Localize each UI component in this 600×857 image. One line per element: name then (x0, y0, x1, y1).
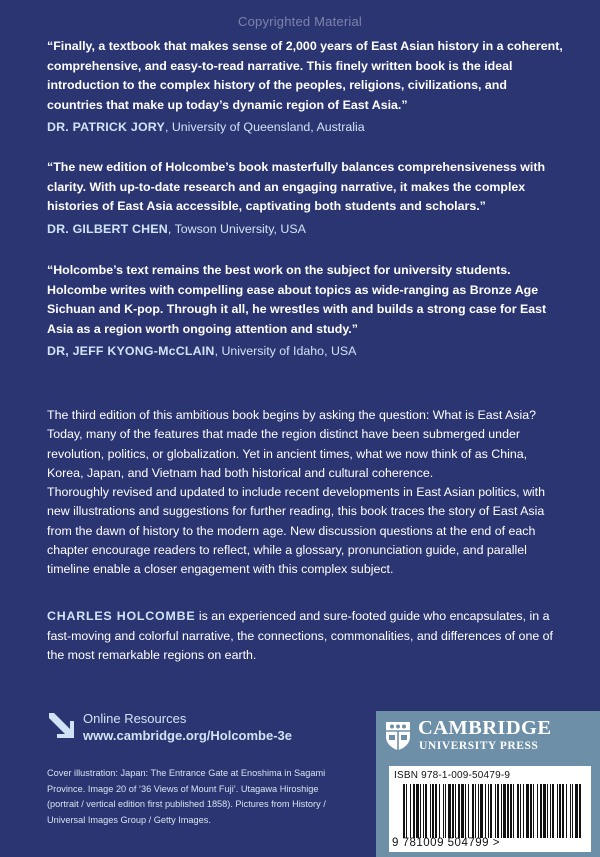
barcode-bar (547, 784, 548, 838)
barcode-bar (579, 784, 581, 838)
barcode (389, 766, 591, 852)
author-bio-text: is an experienced and sure-footed guide who encapsulates, in a fast-moving and colorful narrative, the connections, commonalities, and differences of one of the most remarkable regions on earth. (47, 609, 554, 662)
barcode-bar (416, 784, 419, 838)
barcode-number: 9 781009 504799 > (392, 837, 500, 849)
barcode-bar (517, 784, 519, 838)
description-paragraph: Thoroughly revised and updated to include recent developments in East Asian politics, with new illustrations and suggestions for further reading, this book traces the story of East Asia from the dawn of history to the modern age. New discussion questions at the end of each chapter encourage readers to reflect, while a glossary, pronunciation guide, and parallel timeline enable a closer engagement with this complex subject. (47, 485, 545, 577)
barcode-bar (550, 784, 551, 838)
description-paragraph: The third edition of this ambitious book begins by asking the question: What is East Asia? Today, many of the features that made the region distinct have been submerged under revolution, politics, or globalization. Yet in ancient times, what we now think of as China, Korea, Japan, and Vietnam had both historical and cultural coherence. (47, 408, 537, 480)
barcode-bar (523, 784, 524, 838)
barcode-bar (423, 784, 424, 838)
endorsement-quote (47, 158, 563, 239)
barcode-bar (526, 784, 529, 838)
barcode-bar (425, 784, 427, 838)
barcode-bar (472, 784, 474, 838)
barcode-bar (406, 784, 407, 838)
endorser-name: DR, JEFF KYONG-McCLAIN (47, 344, 215, 358)
barcode-bar (458, 784, 460, 838)
barcode-bar (575, 784, 578, 838)
barcode-bar (488, 784, 489, 838)
barcode-bar (452, 784, 454, 838)
quote-attribution (47, 342, 563, 361)
arrow-icon (46, 710, 76, 740)
barcode-bar (497, 784, 499, 838)
barcode-bar (566, 784, 567, 838)
barcode-bar (533, 784, 534, 838)
barcode-bar (480, 784, 483, 838)
barcode-bar (468, 784, 469, 838)
endorser-affiliation: , University of Idaho, USA (214, 344, 357, 358)
barcode-bar (448, 784, 451, 838)
quote-text: “Holcombe’s text remains the best work on the subject for university students. Holcombe writes with compelling ease about topics as wide-ranging as Bronze Age Sichuan and K-pop. Through it all, he wrestles with and builds a strong case for East Asia as a region worth ongoing attention and study.” (47, 263, 547, 336)
barcode-bar (572, 784, 573, 838)
barcode-bar (552, 784, 554, 838)
barcode-bar (562, 784, 564, 838)
publisher-subname: UNIVERSITY PRESS (419, 739, 539, 752)
barcode-bar (432, 784, 434, 838)
book-description (47, 406, 563, 580)
online-resources-label: Online Resources (83, 711, 187, 726)
endorsement-quote (47, 37, 563, 137)
barcode-bar (557, 784, 558, 838)
online-resources-link[interactable]: www.cambridge.org/Holcombe-3e (83, 728, 293, 743)
barcode-bars (403, 784, 581, 838)
barcode-bar (520, 784, 521, 838)
barcode-bar (559, 784, 561, 838)
endorser-name: DR. PATRICK JORY (47, 120, 165, 134)
barcode-bar (439, 784, 440, 838)
barcode-bar (455, 784, 456, 838)
barcode-bar (413, 784, 415, 838)
barcode-bar (540, 784, 542, 838)
barcode-bar (530, 784, 532, 838)
author-bio (47, 607, 563, 666)
isbn: ISBN 978-1-009-50479-9 (394, 770, 511, 781)
author-name: CHARLES HOLCOMBE (47, 609, 196, 623)
cover-credit: Cover illustration: Japan: The Entrance Gate at Enoshima in Sagami Province. Image 20 of ‘36 Views of Mount Fuji’. Utagawa Hiroshige (portrait / vertical edition first published 1858). Pictures from History / Universal Images Group / Getty Images. (47, 768, 326, 825)
barcode-bar (478, 784, 479, 838)
barcode-bar (465, 784, 466, 838)
barcode-bar (475, 784, 476, 838)
barcode-bar (501, 784, 502, 838)
barcode-bar (510, 784, 512, 838)
barcode-bar (445, 784, 446, 838)
barcode-bar (420, 784, 421, 838)
barcode-bar (443, 784, 444, 838)
quote-text: “The new edition of Holcombe’s book masterfully balances comprehensiveness with clarity. With up-to-date research and an engaging narrative, it makes the complex histories of East Asia accessible, captivating both students and scholars.” (47, 160, 546, 213)
barcode-bar (537, 784, 538, 838)
watermark: Copyrighted Material (238, 14, 362, 29)
endorsement-quote (47, 261, 563, 361)
barcode-bar (485, 784, 486, 838)
barcode-bar (490, 784, 492, 838)
publisher-name: CAMBRIDGE (418, 717, 552, 739)
quote-text: “Finally, a textbook that makes sense of 2,000 years of East Asian history in a coherent, comprehensive, and easy-to-read narrative. This finely written book is the ideal introduction to the complex history of the peoples, religions, civilizations, and countries that make up today’s dynamic region of East Asia.” (47, 39, 563, 112)
endorser-affiliation: , Towson University, USA (167, 221, 306, 236)
publisher-panel (376, 711, 600, 857)
barcode-bar (410, 784, 411, 838)
barcode-bar (435, 784, 437, 838)
barcode-bar (513, 784, 514, 838)
endorser-affiliation: , University of Queensland, Australia (164, 120, 365, 134)
barcode-bar (461, 784, 464, 838)
barcode-bar (543, 784, 546, 838)
barcode-bar (430, 784, 431, 838)
endorser-name: DR. GILBERT CHEN (47, 221, 168, 236)
barcode-bar (570, 784, 571, 838)
cambridge-crest-icon (385, 721, 411, 751)
barcode-bar (507, 784, 509, 838)
barcode-bar (495, 784, 496, 838)
barcode-bar (503, 784, 506, 838)
quote-attribution (47, 220, 563, 239)
barcode-bar (403, 784, 405, 838)
quote-attribution (47, 118, 563, 137)
